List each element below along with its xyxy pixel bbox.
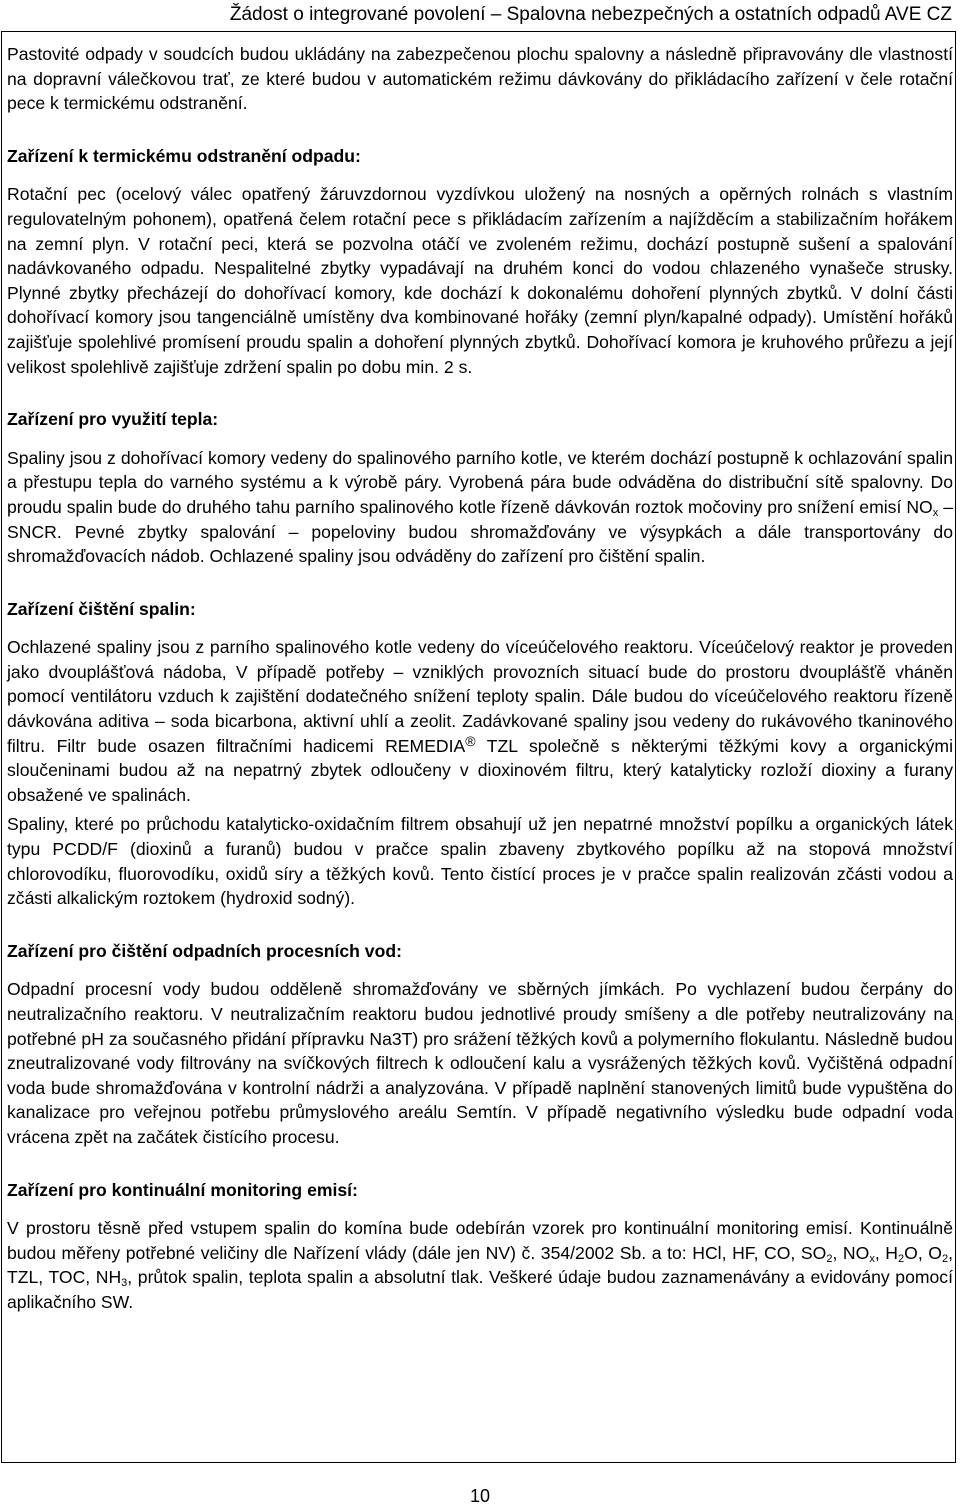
section-text-flue-1: Ochlazené spaliny jsou z parního spalinového kotle vedeny do víceúčelového reaktoru. Víceúčelový reaktor je proveden jako dvouplášťová nádoba, V případě potřeby – vzniklých provozních situací bude do prostoru dvouplášťě vháněn pomocí ventilátoru vzduch k zajištění dodatečného snížení teploty spalin. Dále budou do víceúčelového reaktoru řízeně dávkována aditiva – soda bicarbona, aktivní uhlí a zeolit. Zadávkované spaliny jsou vedeny do rukávového tkaninového filtru. Filtr bude osazen filtračními hadicemi REMEDIA® TZL společně s některými těžkými kovy a organickými sloučeninami budou až na nepatrný zbytek odloučeny v dioxinovém filtru, který katalyticky rozloží dioxiny a furany obsažené ve spalinách. <box>7 637 953 805</box>
section-text-monitoring: V prostoru těsně před vstupem spalin do komína bude odebírán vzorek pro kontinuální monitoring emisí. Kontinuálně budou měřeny potřebné veličiny dle Nařízení vlády (dále jen NV) č. 354/2002 Sb. a to: HCl, HF, CO, $SO_2$, $NO_x$, $H_2O$, $O_2$, TZL, TOC, $NH_3$, průtok spalin, teplota spalin a absolutní tlak. Veškeré údaje budou zaznamenávány a evidovány pomocí aplikačního SW. <box>7 1218 953 1312</box>
section-text-heat: Spaliny jsou z dohořívací komory vedeny do spalinového parního kotle, ve kterém dochází postupně k ochlazování spalin a přestupu tepla do varného systému a k výrobě páry. Vyrobená pára bude odváděna do distribuční sítě spalovny. Do proudu spalin bude do druhého tahu parního spalinového kotle řízeně dávkován roztok močoviny pro snížení emisí $NO_x$ – SNCR. Pevné zbytky spalování – popeloviny budou shromažďovány ve výsypkách a dále transportovány do shromažďovacích nádob. Ochlazené spaliny jsou odváděny do zařízení pro čištění spalin. <box>7 447 953 567</box>
section-heading-thermal: Zařízení k termickému odstranění odpadu: <box>7 145 361 166</box>
intro-paragraph: Pastovité odpady v soudcích budou ukládány na zabezpečenou plochu spalovny a následně připravovány dle vlastností na dopravní válečkovou trať, ze které budou v automatickém režimu dávkovány do přikládacího zařízení v čele rotační pece k termickému odstranění. <box>7 44 953 114</box>
page-number: 10 <box>469 1486 491 1506</box>
section-text-flue-2: Spaliny, které po průchodu katalyticko-oxidačním filtrem obsahují už jen nepatrné množství popílku a organických látek typu PCDD/F (dioxinů a furanů) budou v pračce spalin zbaveny zbytkového popílku až na stopová množství chlorovodíku, fluorovodíku, oxidů síry a těžkých kovů. Tento čistící proces je v pračce spalin realizován zčásti vodou a zčásti alkalickým roztokem (hydroxid sodný). <box>7 814 953 909</box>
section-text-thermal: Rotační pec (ocelový válec opatřený žáruvzdornou vyzdívkou uložený na nosných a opěrných rolnách s vlastním regulovatelným pohonem), opatřená čelem rotační pece s přikládacím zařízením a najížděcím a stabilizačním hořákem na zemní plyn. V rotační peci, která se pozvolna otáčí ve zvoleném režimu, dochází postupně sušení a spalování nadávkovaného odpadu. Nespalitelné zbytky vypadávají na druhém konci do vodou chlazeného vynašeče strusky. Plynné zbytky přecházejí do dohořívací komory, kde dochází k dokonalému dohoření plynných zbytků. V dolní části dohořívací komory jsou tangenciálně umístěny dva kombinované hořáky (zemní plyn/kapalné odpady). Umístění hořáků zajišťuje spolehlivé promísení proudu spalin a dohoření plynných zbytků. Dohořívací komora je kruhového průřezu a její velikost spolehlivě zajišťuje zdržení spalin po dobu min. 2 s. <box>7 184 953 377</box>
document-header: Žádost o integrované povolení – Spalovna nebezpečných a ostatních odpadů AVE CZ <box>229 4 952 25</box>
section-heading-wastewater: Zařízení pro čištění odpadních procesních vod: <box>7 940 402 961</box>
section-text-wastewater: Odpadní procesní vody budou odděleně shromažďovány ve sběrných jímkách. Po vychlazení budou čerpány do neutralizačního reaktoru. V neutralizačním reaktoru budou jednotlivé proudy smíšeny a dle potřeby neutralizovány na potřebné pH za současného přidání přípravku Na3T) pro srážení těžkých kovů a polymerního flokulantu. Následně budou zneutralizované vody filtrovány na svíčkových filtrech k odloučení kalu a vysrážených těžkých kovů. Vyčištěná odpadní voda bude shromažďována v kontrolní nádrži a analyzována. V případě naplnění stanovených limitů bude vypuštěna do kanalizace pro veřejnou potřebu průmyslového areálu Semtín. V případě negativního výsledku bude odpadní voda vrácena zpět na začátek čistícího procesu. <box>7 979 953 1147</box>
registered-mark: ® <box>465 732 476 749</box>
section-heading-flue: Zařízení čištění spalin: <box>7 598 196 619</box>
document-body <box>7 42 953 1315</box>
section-heading-monitoring: Zařízení pro kontinuální monitoring emisí: <box>7 1179 358 1200</box>
section-heading-heat: Zařízení pro využití tepla: <box>7 409 219 430</box>
